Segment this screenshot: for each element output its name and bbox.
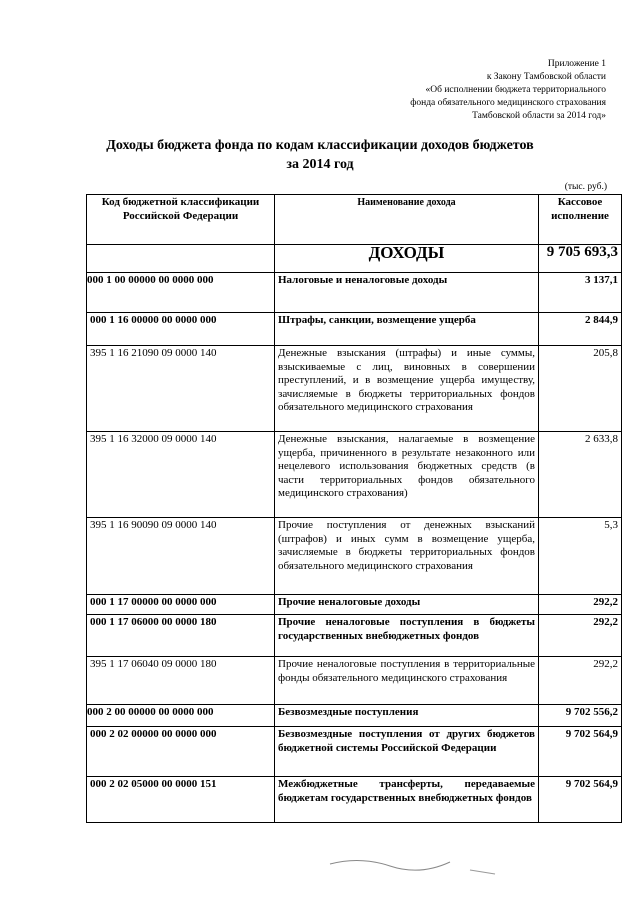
table-row (87, 432, 622, 518)
table-cell-code: 000 1 17 06000 00 0000 180 (87, 615, 275, 657)
table-cell-amount: 9 702 564,9 (539, 777, 622, 823)
table-cell-name: Прочие неналоговые поступления в территориальные фонды обязательного медицинского страхования (275, 657, 539, 705)
signature-marks (320, 852, 520, 882)
table-cell-amount: 9 705 693,3 (539, 245, 622, 273)
appendix-line: к Закону Тамбовской области (486, 72, 606, 82)
table-row (87, 777, 622, 823)
table-cell-name: Налоговые и неналоговые доходы (275, 273, 539, 313)
table-row (87, 657, 622, 705)
table-cell-name: Безвозмездные поступления от других бюджетов бюджетной системы Российской Федерации (275, 727, 539, 777)
table-cell-code: 000 2 02 00000 00 0000 000 (87, 727, 275, 777)
table-row (87, 273, 622, 313)
table-cell-amount: 5,3 (539, 518, 622, 595)
code-text: 000 1 00 00000 00 0000 000 (87, 274, 214, 286)
appendix-line: Тамбовской области за 2014 год» (472, 111, 606, 121)
table-cell-code (87, 273, 275, 313)
table-cell-amount: 292,2 (539, 657, 622, 705)
table-cell-name: Безвозмездные поступления (275, 705, 539, 727)
table-row (87, 595, 622, 615)
table-cell-code: 000 1 16 00000 00 0000 000 (87, 313, 275, 346)
table-row (87, 313, 622, 346)
document-title (40, 136, 600, 174)
table-row-total (87, 245, 622, 273)
table-cell-name: Прочие поступления от денежных взысканий (штрафов) и иных сумм в возмещение ущерба, зачисляемые в бюджеты территориальных фондов обязательного медицинского страхования (275, 518, 539, 595)
header-code: Код бюджетной классификации Российской Федерации (87, 195, 275, 245)
table-header-row (87, 195, 622, 245)
header-name: Наименование дохода (275, 195, 539, 245)
table-cell-code: 395 1 17 06040 09 0000 180 (87, 657, 275, 705)
table-cell-amount: 9 702 556,2 (539, 705, 622, 727)
appendix-line: фонда обязательного медицинского страхования (410, 98, 606, 108)
appendix-line: Приложение 1 (547, 59, 606, 69)
table-cell-name: Штрафы, санкции, возмещение ущерба (275, 313, 539, 346)
table-cell-name: Денежные взыскания (штрафы) и иные суммы, взыскиваемые с лиц, виновных в совершении преступлений, и в возмещение ущерба имуществу, зачисляемые в бюджеты территориальных фондов обязательного медицинского страхования (275, 346, 539, 432)
table-row (87, 705, 622, 727)
table-cell-code: 000 2 02 05000 00 0000 151 (87, 777, 275, 823)
units-note: (тыс. руб.) (564, 182, 607, 192)
table-cell-name: ДОХОДЫ (275, 245, 539, 273)
table-row (87, 346, 622, 432)
table-row (87, 518, 622, 595)
table-cell-amount: 2 633,8 (539, 432, 622, 518)
table-row (87, 615, 622, 657)
income-table (86, 194, 622, 823)
table-cell-code (87, 705, 275, 727)
table-cell-amount: 292,2 (539, 615, 622, 657)
table-cell-name: Межбюджетные трансферты, передаваемые бюджетам государственных внебюджетных фондов (275, 777, 539, 823)
table-cell-amount: 292,2 (539, 595, 622, 615)
appendix-note (276, 58, 606, 123)
title-line-2: за 2014 год (286, 157, 354, 172)
title-line-1: Доходы бюджета фонда по кодам классификации доходов бюджетов (106, 138, 534, 153)
table-row (87, 727, 622, 777)
table-cell-code: 395 1 16 90090 09 0000 140 (87, 518, 275, 595)
table-cell-amount: 2 844,9 (539, 313, 622, 346)
table-cell-code: 000 1 17 00000 00 0000 000 (87, 595, 275, 615)
table-cell-amount: 3 137,1 (539, 273, 622, 313)
code-text: 000 2 00 00000 00 0000 000 (87, 706, 214, 718)
table-cell-amount: 9 702 564,9 (539, 727, 622, 777)
table-cell-amount: 205,8 (539, 346, 622, 432)
table-cell-code: 395 1 16 21090 09 0000 140 (87, 346, 275, 432)
appendix-line: «Об исполнении бюджета территориального (425, 85, 606, 95)
table-cell-code: 395 1 16 32000 09 0000 140 (87, 432, 275, 518)
table-cell-name: Денежные взыскания, налагаемые в возмещение ущерба, причиненного в результате незаконного или нецелевого использования бюджетных средств (в части территориальных фондов обязательного медицинского страхования) (275, 432, 539, 518)
table-cell-name: Прочие неналоговые поступления в бюджеты государственных внебюджетных фондов (275, 615, 539, 657)
table-cell-code (87, 245, 275, 273)
header-amount: Кассовое исполнение (539, 195, 622, 245)
table-cell-name: Прочие неналоговые доходы (275, 595, 539, 615)
